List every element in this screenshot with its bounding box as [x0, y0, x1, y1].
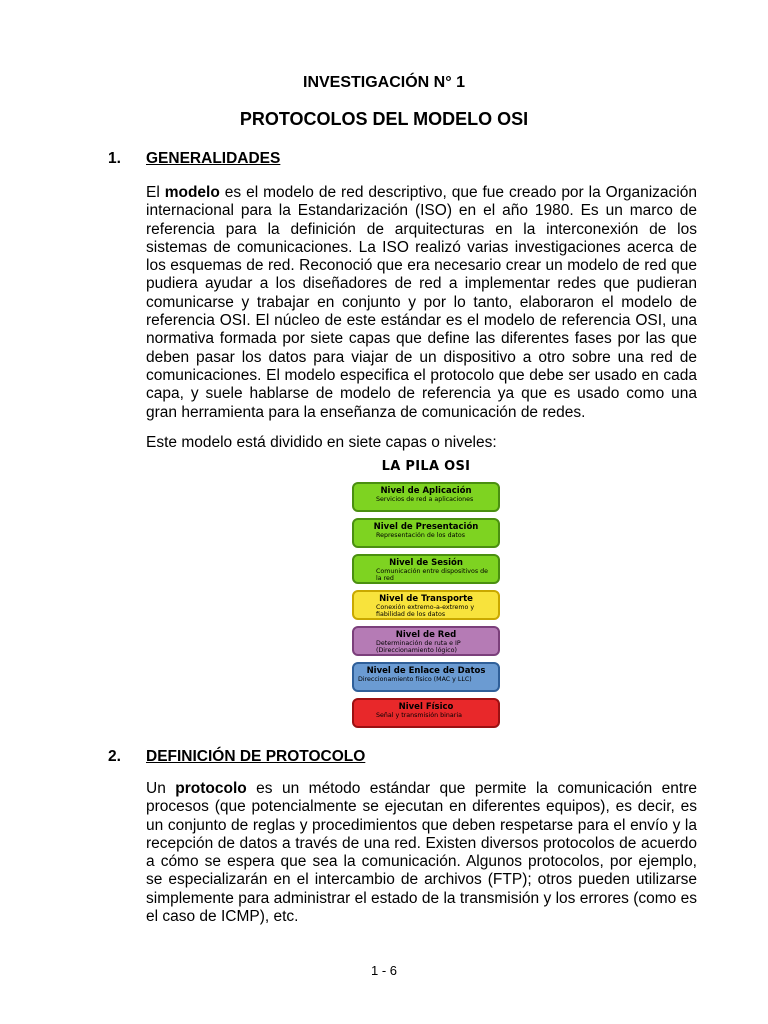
osi-layer-7 — [352, 698, 500, 728]
osi-layer-desc: Señal y transmisión binaria — [376, 712, 462, 719]
osi-layer-1 — [352, 482, 500, 512]
section-2-title: DEFINICIÓN DE PROTOCOLO — [146, 748, 366, 765]
section-1-intro-layers: Este modelo está dividido en siete capas o niveles: — [146, 434, 497, 451]
p1-rest: es el modelo de red descriptivo, que fue creado por la Organización internacional para la Estandarización (ISO) en el año 1980. Es un marco de referencia para la definición de arquitecturas en la interconexión de los sistemas de comunicaciones. La ISO realizó varias investigaciones acerca de los esquemas de red. Reconoció que era necesario crear un modelo de red que pudiera ayudar a los diseñadores de red a implementar redes que pudieran comunicarse y trabajar en conjunto y por lo tanto, elaboraron el modelo de referencia OSI. El núcleo de este estándar es el modelo de referencia OSI, una normativa formada por siete capas que define las diferentes fases por las que deben pasar los datos para viajar de un dispositivo a otro sobre una red de comunicaciones. El modelo especifica el protocolo que debe ser usado en cada capa, y suele hablarse de modelo de referencia ya que es usado como una gran herramienta para la enseñanza de comunicación de redes. — [146, 184, 697, 421]
osi-layer-desc: Direccionamiento físico (MAC y LLC) — [358, 676, 472, 683]
osi-layer-name: Nivel de Presentación — [373, 522, 479, 532]
osi-layer-name: Nivel Físico — [398, 702, 454, 712]
osi-layer-6 — [352, 662, 500, 692]
section-2-number: 2. — [108, 748, 121, 765]
p3-bold: protocolo — [175, 780, 247, 797]
p1-bold: modelo — [164, 184, 220, 201]
osi-layer-2 — [352, 518, 500, 548]
p3-lead: Un — [146, 780, 176, 797]
osi-layer-desc: Determinación de ruta e IP (Direccionamiento lógico) — [376, 640, 461, 655]
osi-stack-figure — [352, 482, 500, 734]
section-1-paragraph — [146, 184, 697, 422]
p1-lead: El — [146, 184, 165, 201]
osi-layer-5 — [352, 626, 500, 656]
osi-layer-desc: Conexión extremo-a-extremo y fiabilidad de los datos — [376, 604, 475, 619]
osi-layer-desc: Comunicación entre dispositivos de la red — [376, 568, 489, 583]
section-2-heading — [108, 748, 365, 766]
osi-layer-3 — [352, 554, 500, 584]
osi-figure-title: LA PILA OSI — [381, 459, 471, 474]
osi-layer-4 — [352, 590, 500, 620]
osi-layer-name: Nivel de Enlace de Datos — [366, 666, 486, 676]
osi-layer-name: Nivel de Aplicación — [380, 486, 472, 496]
osi-layer-name: Nivel de Transporte — [379, 594, 473, 604]
page-title: PROTOCOLOS DEL MODELO OSI — [239, 109, 529, 129]
p3-rest: es un método estándar que permite la comunicación entre procesos (que potencialmente se ejecutan en diferentes equipos), es decir, es un conjunto de reglas y procedimientos que deben respetarse para el envío y la recepción de datos a través de una red. Existen diversos protocolos de acuerdo a cómo se espera que sea la comunicación. Algunos protocolos, por ejemplo, se especializarán en el intercambio de archivos (FTP); otros pueden utilizarse simplemente para administrar el estado de la transmisión y los errores (como es el caso de ICMP), etc. — [146, 780, 697, 926]
investigation-heading: INVESTIGACIÓN N° 1 — [303, 74, 465, 91]
section-1-title: GENERALIDADES — [146, 150, 281, 167]
section-1-heading — [108, 150, 280, 168]
section-1-number: 1. — [108, 150, 121, 167]
section-2-paragraph — [146, 780, 697, 926]
osi-layer-desc: Servicios de red a aplicaciones — [376, 496, 474, 503]
osi-layer-name: Nivel de Sesión — [389, 558, 463, 568]
osi-layer-name: Nivel de Red — [395, 630, 457, 640]
osi-layer-desc: Representación de los datos — [376, 532, 466, 539]
page-number: 1 - 6 — [370, 963, 397, 978]
